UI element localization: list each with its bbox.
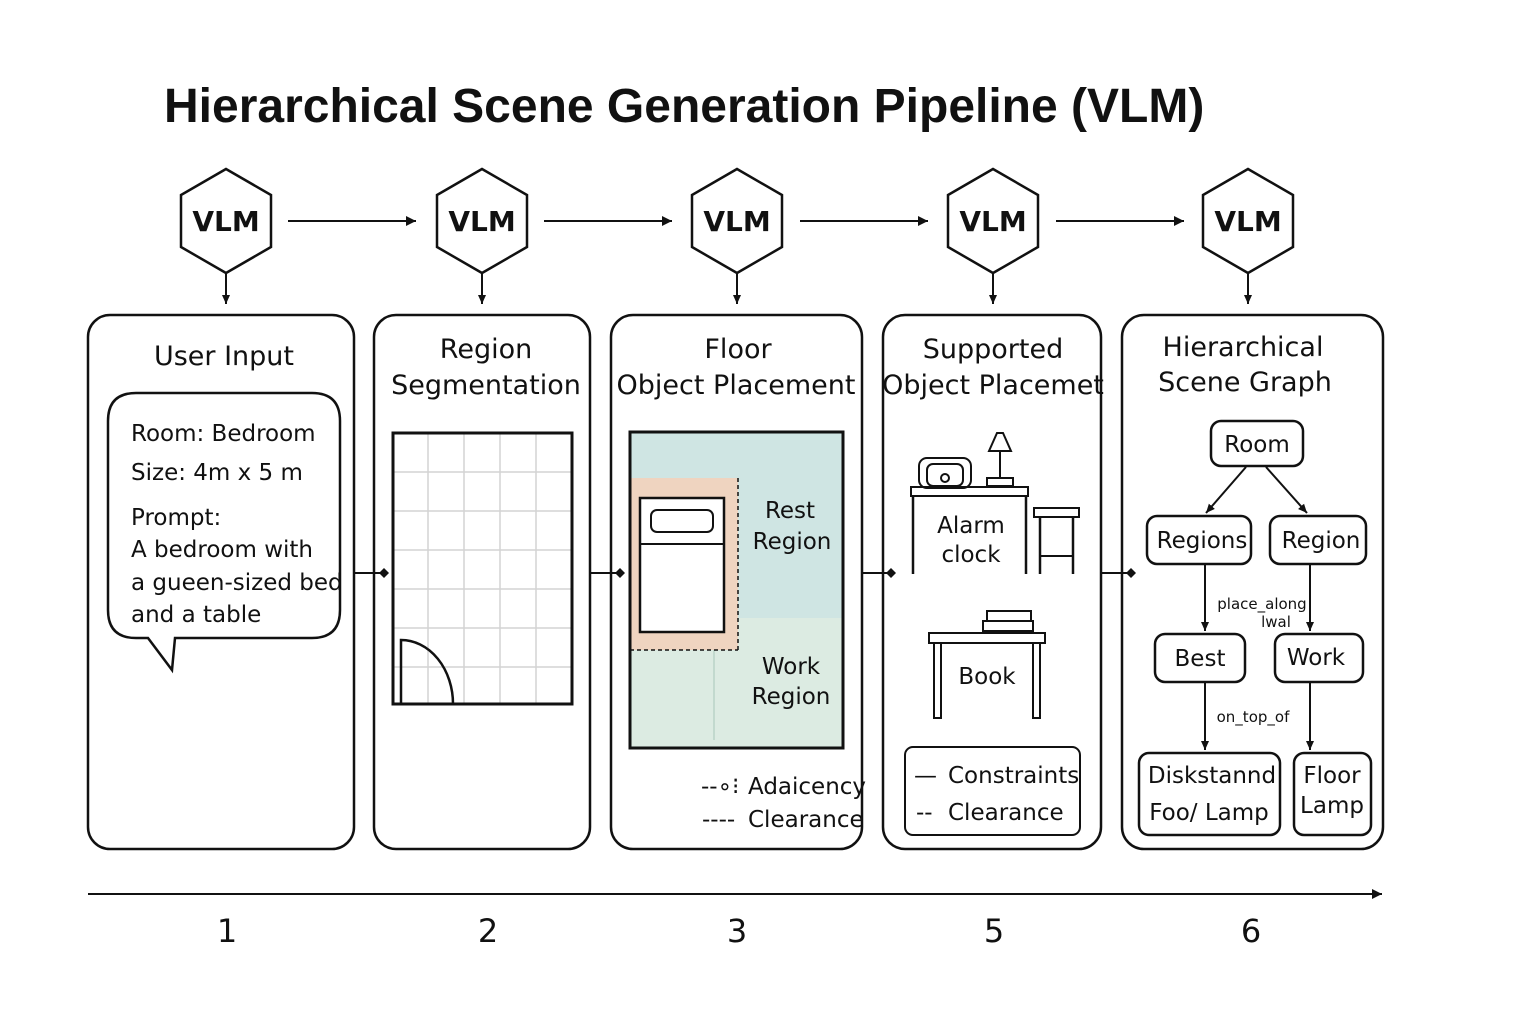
room-outline	[393, 433, 572, 704]
floor-grid	[393, 433, 572, 704]
graph-edge	[1266, 467, 1307, 513]
graph-node-label: Work	[1286, 645, 1346, 671]
vlm-label: VLM	[448, 205, 516, 238]
vlm-node-5	[1203, 169, 1293, 273]
legend-clearance: Clearance	[748, 807, 864, 833]
pillow	[651, 510, 713, 532]
graph-node-label: Regions	[1156, 528, 1248, 554]
step-number: 2	[477, 912, 499, 950]
panel-title: Floor	[704, 334, 772, 365]
legend-constraints: Constraints	[948, 763, 1080, 789]
legend-symbol: —	[914, 763, 937, 789]
vlm-label: VLM	[1214, 205, 1282, 238]
alarm-clock-label: clock	[941, 542, 1001, 568]
edge-label-place-along: place_along	[1217, 595, 1307, 613]
step-number: 3	[726, 912, 748, 950]
graph-node-label: Diskstannd	[1147, 763, 1277, 789]
legend-symbol: ----	[702, 807, 736, 833]
door-swing	[401, 640, 453, 704]
vlm-node-4	[948, 169, 1038, 273]
panel-title: Supported	[922, 334, 1064, 365]
graph-node-label: Region	[1281, 528, 1361, 554]
panel-scene-graph	[1122, 315, 1383, 849]
prompt-line: A bedroom with	[131, 537, 314, 563]
graph-node-label: Best	[1174, 646, 1226, 672]
work-region-label: Work	[761, 654, 821, 680]
graph-node-label: Floor	[1303, 763, 1361, 789]
panel-floor-placement	[611, 315, 866, 849]
prompt-label: Prompt:	[131, 505, 222, 531]
panel-user-input	[88, 315, 354, 849]
step-number: 1	[216, 912, 238, 950]
lamp-icon	[987, 433, 1013, 486]
step-number: 5	[983, 912, 1005, 950]
room-text: Room: Bedroom	[131, 421, 316, 447]
legend-symbol: --∘⁝	[701, 774, 740, 800]
edge-label-place-along: lwal	[1261, 613, 1291, 631]
graph-node-label: Lamp	[1300, 793, 1364, 819]
vlm-node-2	[437, 169, 527, 273]
prompt-line: a gueen-sized bed	[131, 570, 343, 596]
prompt-line: and a table	[131, 602, 262, 628]
panel-title: Scene Graph	[1158, 367, 1332, 398]
legend-adjacency: Adaicency	[748, 774, 867, 800]
panel-title: Hierarchical	[1162, 332, 1324, 363]
vlm-node-1	[181, 169, 271, 273]
diagram-title: Hierarchical Scene Generation Pipeline (VLM)	[164, 80, 1205, 133]
alarm-clock-icon	[919, 458, 971, 488]
size-text: Size: 4m x 5 m	[131, 460, 303, 486]
work-region-label: Region	[751, 684, 831, 710]
panel-title: Segmentation	[391, 370, 581, 401]
vlm-label: VLM	[703, 205, 771, 238]
step-number: 6	[1240, 912, 1262, 950]
panel-title: Object Placement	[616, 370, 856, 401]
graph-edge	[1206, 467, 1246, 513]
vlm-node-3	[692, 169, 782, 273]
panel-region-segmentation	[374, 315, 590, 849]
panel-title: Region	[439, 334, 533, 365]
panel-supported-placement	[882, 315, 1104, 849]
legend-clearance: Clearance	[948, 800, 1064, 826]
graph-node-label: Foo/ Lamp	[1149, 800, 1269, 826]
panel-title: User Input	[153, 341, 295, 372]
graph-node-label: Room	[1224, 432, 1290, 458]
books-icon	[983, 611, 1033, 631]
stool-icon	[1034, 508, 1079, 574]
legend-symbol: --	[916, 800, 933, 826]
panel-title: Object Placemet	[882, 370, 1104, 401]
rest-region-label: Rest	[764, 498, 816, 524]
vlm-row	[181, 169, 1293, 304]
book-label: Book	[958, 664, 1016, 690]
alarm-clock-label: Alarm	[937, 513, 1005, 539]
rest-region-label: Region	[752, 529, 832, 555]
edge-label-on-top-of: on_top_of	[1216, 708, 1290, 726]
vlm-label: VLM	[959, 205, 1027, 238]
vlm-label: VLM	[192, 205, 260, 238]
